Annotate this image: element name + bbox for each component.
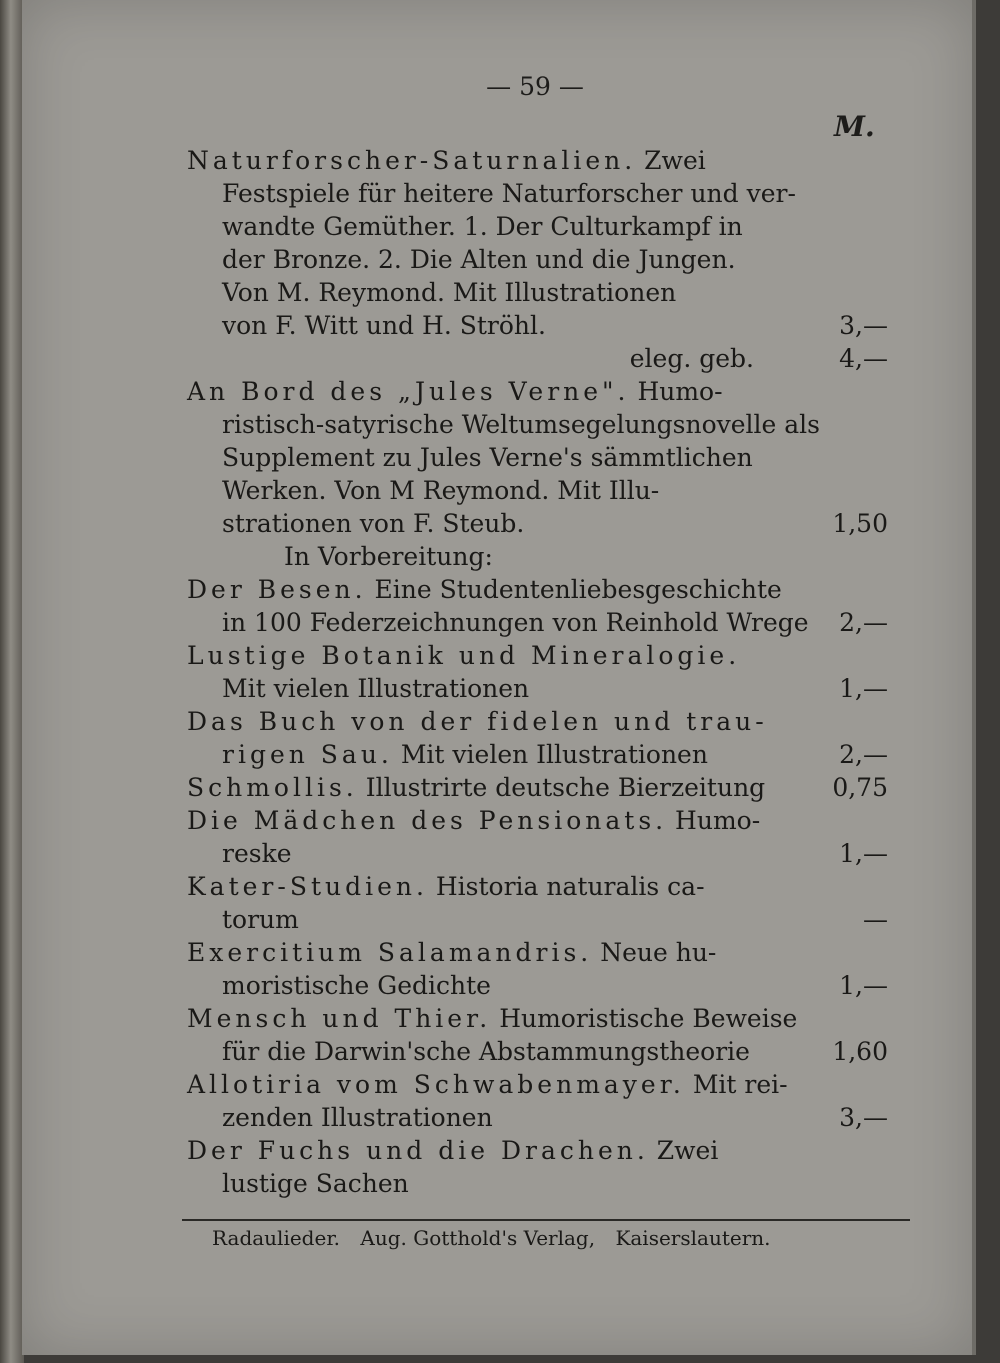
catalog-entry-title: rigen Sau. [222,740,393,769]
footer-publisher: Aug. Gotthold's Verlag, [360,1226,596,1250]
catalog-entry-text: Mit rei- [684,1070,788,1099]
catalog-entry-line: lustige Sachen [222,1169,409,1198]
price: 2,— [839,740,888,769]
catalog-entry-line [187,937,716,969]
currency-column-heading: M. [834,110,875,143]
price: 1,— [839,971,888,1000]
catalog-entry-title: Kater-Studien. [187,872,428,901]
catalog-entry-title: Lustige Botanik und Mineralogie. [187,641,741,670]
price: 0,75 [832,773,888,802]
catalog-entry-line: Festspiele für heitere Naturforscher und ver- [222,179,796,208]
catalog-entry-line: Mit vielen Illustrationen [222,674,530,703]
catalog-entry-title: An Bord des „Jules Verne". [187,377,630,406]
catalog-entry-line [187,1135,718,1167]
catalog-entry-text: Mit vielen Illustrationen [392,740,708,769]
catalog-entry-line: von F. Witt und H. Ströhl. [222,311,546,340]
catalog-entry-text: Humo- [667,806,761,835]
catalog-entry-line: Supplement zu Jules Verne's sämmtlichen [222,443,753,472]
catalog-entry-title: Exercitium Salamandris. [187,938,593,967]
catalog-entry-line [187,805,760,837]
page-number: — 59 — [486,72,584,101]
catalog-entry-line [187,145,706,177]
catalog-entry-line [187,574,782,606]
catalog-entry-line: in 100 Federzeichnungen von Reinhold Wrege [222,608,809,637]
price: 3,— [839,311,888,340]
catalog-entry-line: zenden Illustrationen [222,1103,493,1132]
catalog-entry-line: ristisch-satyrische Weltumsegelungsnovelle als [222,410,821,439]
page-footer [212,1222,785,1254]
price: 1,50 [832,509,888,538]
catalog-entry-line: für die Darwin'sche Abstammungstheorie [222,1037,750,1066]
catalog-entry-line [187,376,723,408]
catalog-entry-text: Historia naturalis ca- [427,872,705,901]
price: 2,— [839,608,888,637]
catalog-entry-text: Humo- [629,377,723,406]
footer-series-title: Radaulieder. [212,1226,341,1250]
catalog-entry-line [187,772,765,804]
price: 1,60 [832,1037,888,1066]
footer-rule [182,1219,910,1221]
catalog-entry-line [187,1069,788,1101]
catalog-entry-title: Die Mädchen des Pensionats. [187,806,668,835]
catalog-entry-text: Zwei [648,1136,719,1165]
catalog-entry-line: reske [222,839,292,868]
catalog-entry-title: Der Besen. [187,575,367,604]
price: 1,— [839,839,888,868]
catalog-entry-title: Mensch und Thier. [187,1004,492,1033]
section-heading: In Vorbereitung: [284,542,493,571]
catalog-entry-line: der Bronze. 2. Die Alten und die Jungen. [222,245,736,274]
catalog-entry-text: Humoristische Beweise [491,1004,798,1033]
catalog-entry-line [187,640,740,672]
price: 3,— [839,1103,888,1132]
catalog-entry-line [222,739,708,771]
catalog-entry-line: moristische Gedichte [222,971,491,1000]
book-page [22,0,976,1355]
price: 1,— [839,674,888,703]
catalog-entry-title: Naturforscher-Saturnalien. [187,146,637,175]
price: 4,— [839,344,888,373]
catalog-entry-text: Illustrirte deutsche Bierzeitung [357,773,766,802]
catalog-entry-title: Das Buch von der fidelen und trau- [187,707,768,736]
catalog-entry-title: Allotiria vom Schwabenmayer. [187,1070,685,1099]
catalog-entry-text: Neue hu- [592,938,717,967]
catalog-entry-line: eleg. geb. [629,344,754,373]
catalog-entry-line: Von M. Reymond. Mit Illustrationen [222,278,677,307]
book-spine-shadow [0,0,24,1363]
catalog-entry-text: Eine Studentenliebesgeschichte [366,575,782,604]
catalog-entry-line: Werken. Von M Reymond. Mit Illu- [222,476,660,505]
footer-place: Kaiserslautern. [615,1226,771,1250]
catalog-entry-line [187,871,705,903]
catalog-entry-title: Der Fuchs und die Drachen. [187,1136,649,1165]
catalog-entry-title: Schmollis. [187,773,358,802]
catalog-entry-line [187,706,768,738]
catalog-entry-text: Zwei [636,146,706,175]
catalog-entry-line: strationen von F. Steub. [222,509,525,538]
catalog-entry-line: torum [222,905,299,934]
price: — [863,905,888,934]
catalog-entry-line [187,1003,797,1035]
catalog-entry-line: wandte Gemüther. 1. Der Culturkampf in [222,212,743,241]
